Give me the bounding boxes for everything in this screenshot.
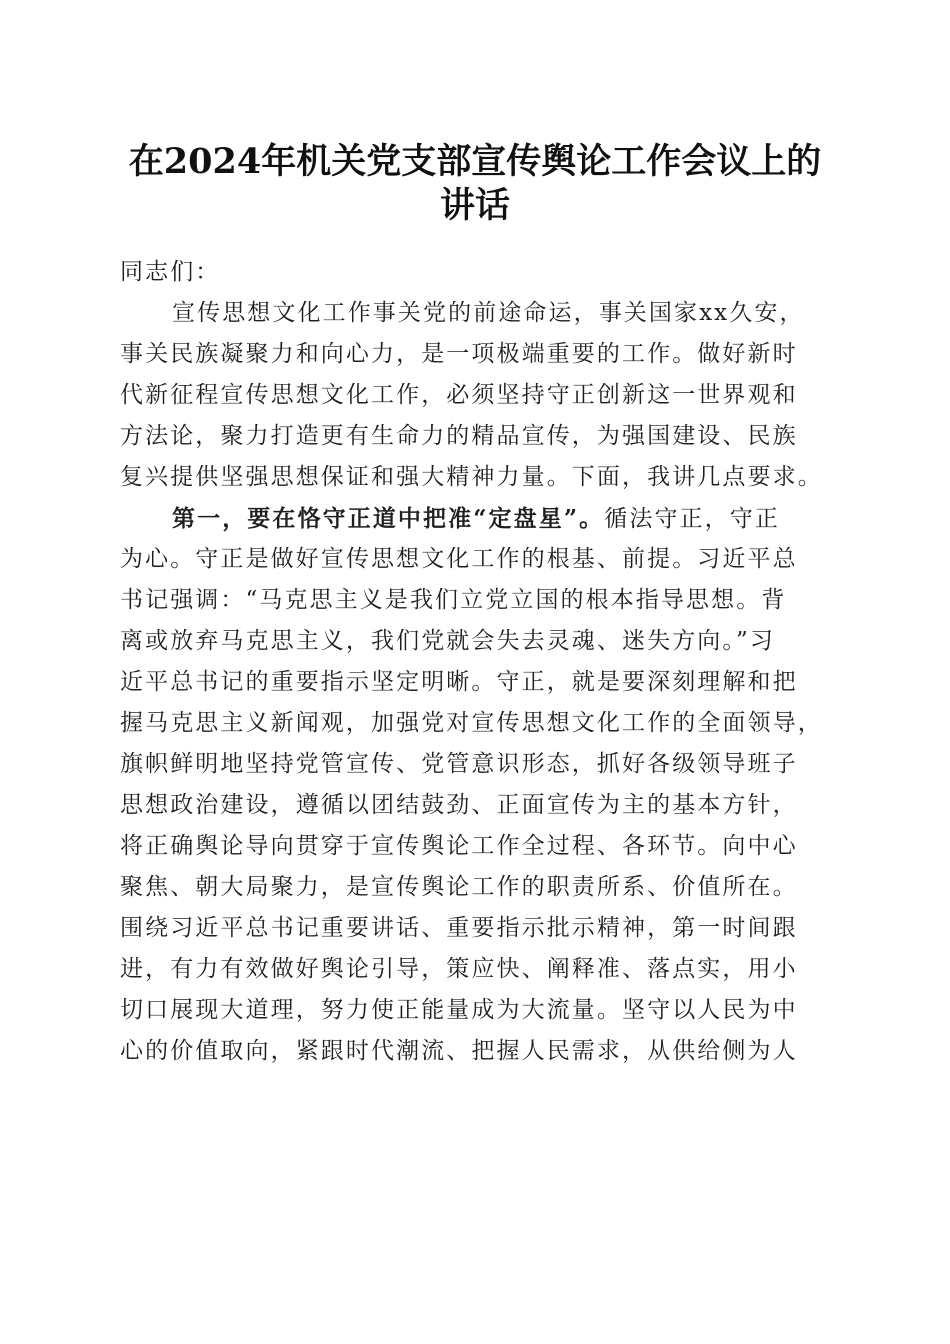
paragraph2-line: 将正确舆论导向贯穿于宣传舆论工作全过程、各环节。向中心 — [120, 833, 798, 859]
title-line-2: 讲话 — [439, 185, 510, 226]
paragraph2-line: 为心。守正是做好宣传思想文化工作的根基、前提。习近平总 — [120, 546, 798, 572]
title-line-1: 在2024年机关党支部宣传舆论工作会议上的 — [128, 141, 822, 182]
paragraph2-line: 切口展现大道理，努力使正能量成为大流量。坚守以人民为中 — [120, 997, 798, 1023]
paragraph2-line: 旗帜鲜明地坚持党管宣传、党管意识形态，抓好各级领导班子 — [120, 751, 798, 777]
paragraph2-line: 握马克思主义新闻观，加强党对宣传思想文化工作的全面领导， — [120, 710, 823, 736]
paragraph2-line: 思想政治建设，遵循以团结鼓劲、正面宣传为主的基本方针， — [120, 792, 798, 818]
document-title — [100, 140, 850, 228]
paragraph2-first-line-rest: 循法守正，守正 — [604, 506, 780, 532]
paragraph1-line: 宣传思想文化工作事关党的前途命运，事关国家xx久安， — [172, 300, 805, 326]
paragraph2-line: 进，有力有效做好舆论引导，策应快、阐释准、落点实，用小 — [120, 956, 798, 982]
paragraph2-lead: 第一，要在恪守正道中把准“定盘星”。 — [172, 505, 605, 532]
paragraph2-line: 围绕习近平总书记重要讲话、重要指示批示精神，第一时间跟 — [120, 915, 798, 941]
paragraph2-line: 心的价值取向，紧跟时代潮流、把握人民需求，从供给侧为人 — [120, 1038, 798, 1064]
paragraph1-line: 事关民族凝聚力和向心力，是一项极端重要的工作。做好新时 — [120, 341, 798, 367]
paragraph1-line: 方法论，聚力打造更有生命力的精品宣传，为强国建设、民族 — [120, 423, 798, 449]
document-body — [120, 252, 840, 1072]
paragraph2-line: 离或放弃马克思主义，我们党就会失去灵魂、迷失方向。”习 — [120, 628, 775, 654]
paragraph1-line: 代新征程宣传思想文化工作，必须坚持守正创新这一世界观和 — [120, 382, 798, 408]
paragraph2-line: 聚焦、朝大局聚力，是宣传舆论工作的职责所系、价值所在。 — [120, 874, 798, 900]
paragraph2-first-line — [120, 498, 840, 539]
paragraph1-line: 复兴提供坚强思想保证和强大精神力量。下面，我讲几点要求。 — [120, 464, 823, 490]
paragraph2-line: 近平总书记的重要指示坚定明晰。守正，就是要深刻理解和把 — [120, 669, 798, 695]
salutation: 同志们： — [120, 259, 221, 285]
paragraph2-line: 书记强调：“马克思主义是我们立党立国的根本指导思想。背 — [120, 587, 787, 613]
